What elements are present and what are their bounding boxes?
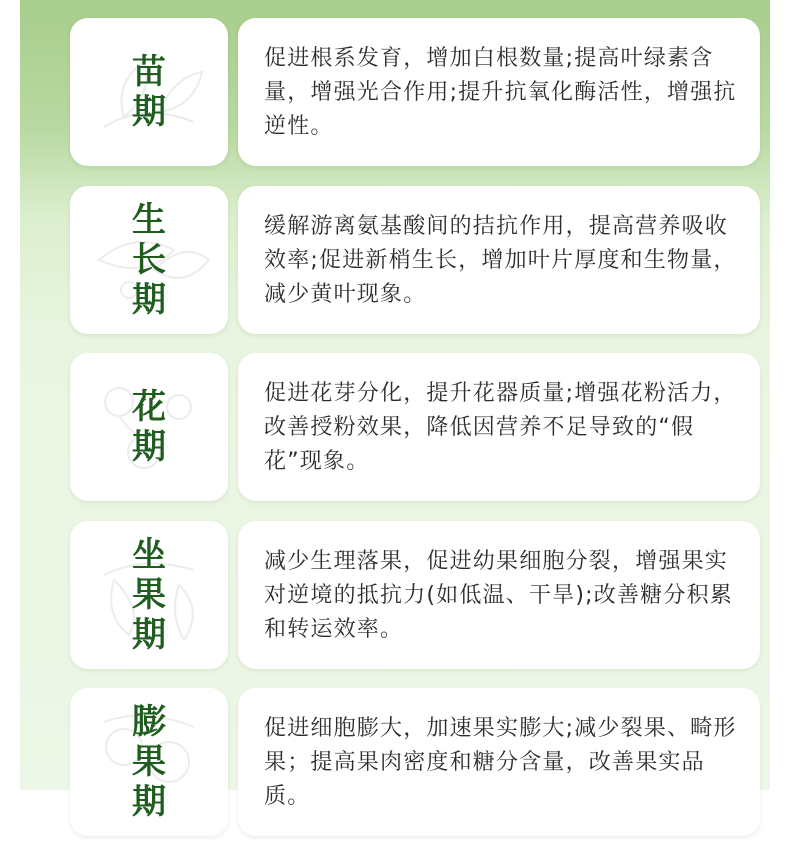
stage-description: 促进花芽分化，提升花器质量;增强花粉活力，改善授粉效果，降低因营养不足导致的“假花”现象。 [264,381,737,474]
stage-row [70,353,760,501]
stage-description: 减少生理落果，促进幼果细胞分裂，增强果实对逆境的抵抗力(如低温、干旱);改善糖分积累和转运效率。 [264,548,733,642]
stage-title-card [70,18,228,166]
stage-title-char: 期 [132,614,166,655]
stage-title-char: 坐 [132,534,166,575]
stage-title-char: 期 [132,427,166,467]
stage-title-char: 生 [132,199,166,240]
stage-description-card [238,521,760,669]
stage-list [70,18,760,856]
stage-title-char: 膨 [132,702,166,742]
stage-title-char: 期 [132,92,166,132]
stage-title [70,18,228,166]
stage-description: 缓解游离氨基酸间的拮抗作用，提高营养吸收效率;促进新梢生长，增加叶片厚度和生物量，减少黄叶现象。 [264,213,737,307]
stage-title-card [70,521,228,669]
stage-title-char: 果 [132,574,166,615]
stage-title-char: 苗 [132,52,166,92]
stage-description-card [238,18,760,166]
stage-title-card [70,688,228,836]
stage-description-card [238,688,760,836]
stage-title [70,353,228,501]
stage-row [70,688,760,836]
stage-title [70,688,228,836]
stage-row [70,18,760,166]
stage-description-card [238,186,760,334]
stage-title-char: 期 [132,279,166,320]
stage-description-card [238,353,760,501]
stage-description: 促进细胞膨大，加速果实膨大;减少裂果、畸形果；提高果肉密度和糖分含量，改善果实品质。 [264,716,737,809]
stage-title-char: 花 [132,387,166,427]
green-background-panel [20,0,770,822]
stage-title-card [70,353,228,501]
stage-description: 促进根系发育，增加白根数量;提高叶绿素含量，增强光合作用;提升抗氧化酶活性，增强抗逆性。 [264,46,737,139]
stage-title-char: 期 [132,782,166,822]
stage-title-char: 长 [132,239,166,280]
stage-title [70,186,228,334]
stage-row [70,186,760,334]
stage-title-card [70,186,228,334]
stage-title-char: 果 [132,742,166,782]
stage-row [70,521,760,669]
stage-title [70,521,228,669]
